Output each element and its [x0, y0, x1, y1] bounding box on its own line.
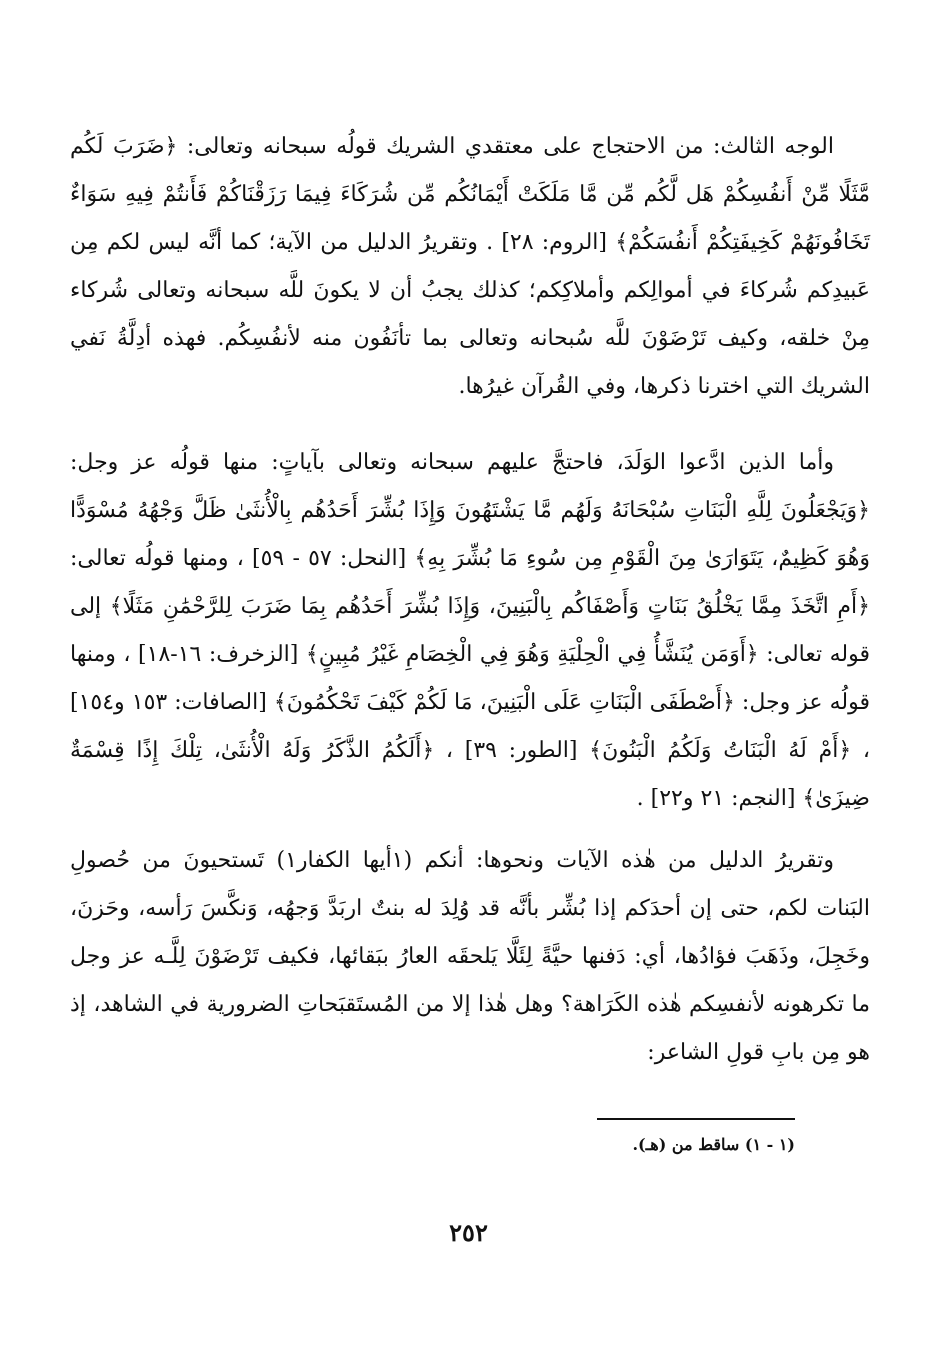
paragraph-1-text: الوجه الثالث: من الاحتجاج على معتقدي الشريك قولُه سبحانه وتعالى: ﴿ضَرَبَ لَكُم مَّثَلًا مِّنْ أَنفُسِكُمْ هَل لَّكُم مِّن مَّا مَلَكَتْ أَيْمَانُكُم مِّن شُرَكَاءَ فِيمَا رَزَقْنَاكُمْ فَأَنتُمْ فِيهِ سَوَاءٌ تَخَافُونَهُمْ كَخِيفَتِكُمْ أَنفُسَكُمْ﴾ [الروم: ٢٨] . وتقريرُ الدليل من الآية؛ كما أنَّه ليس لكم مِن عَبيدِكم شُركاءَ في أموالِكم وأملاكِكم؛ كذلك يجبُ أن لا يكونَ للَّه سبحانه وتعالى شُركاء مِنْ خلقه، وكيف تَرْضَوْنَ للَّه سُبحانه وتعالى بما تأنَفُون منه لأنفُسِكُم. فهذه أدِلَّةُ نَفي الشريك التي اخترنا ذكرها، وفي القُرآن غيرُها. — [70, 134, 870, 399]
page-number: ٢٥٢ — [449, 1218, 488, 1247]
paragraph-1 — [70, 123, 870, 411]
footnote: (١ - ١) ساقط من (هـ). — [632, 1135, 795, 1154]
paragraph-2 — [70, 439, 870, 823]
footnote-divider — [597, 1118, 795, 1120]
paragraph-3-text: وتقريرُ الدليل من هٰذه الآيات ونحوها: أنكم (١أيها الكفار١) تَستحيونَ من حُصولِ البَنات لكم، حتى إن أحدَكم إذا بُشِّر بأنَّه قد وُلِدَ له بنتٌ اربَدَّ وَجهُه، وَنكَّسَ رَأسه، وحَزنَ، وخَجِلَ، وذَهَبَ فؤادُها، أي: دَفنها حيَّةً لِئَلَّا يَلحقَه العارُ ببَقائها، فكيف تَرْضَوْنَ لِلَّـه عز وجل ما تكرهونه لأنفسِكم هٰذه الكَرَاهة؟ وهل هٰذا إلا من المُستَقبَحاتِ الضرورية في الشاهد، إذ هو مِن بابِ قولِ الشاعر: — [70, 848, 870, 1065]
paragraph-3 — [70, 837, 870, 1077]
paragraph-2-text: وأما الذين ادَّعوا الوَلَدَ، فاحتجَّ عليهم سبحانه وتعالى بآياتٍ: منها قولُه عز وجل: ﴿وَيَجْعَلُونَ لِلَّهِ الْبَنَاتِ سُبْحَانَهُ وَلَهُم مَّا يَشْتَهُونَ وَإِذَا بُشِّرَ أَحَدُهُم بِالْأُنثَىٰ ظَلَّ وَجْهُهُ مُسْوَدًّا وَهُوَ كَظِيمٌ، يَتَوَارَىٰ مِنَ الْقَوْمِ مِن سُوءِ مَا بُشِّرَ بِهِ﴾ [النحل: ٥٧ - ٥٩] ، ومنها قولُه تعالى: ﴿أَمِ اتَّخَذَ مِمَّا يَخْلُقُ بَنَاتٍ وَأَصْفَاكُم بِالْبَنِينَ، وَإِذَا بُشِّرَ أَحَدُهُم بِمَا ضَرَبَ لِلرَّحْمَٰنِ مَثَلًا﴾ إلى قوله تعالى: ﴿أَوَمَن يُنَشَّأُ فِي الْحِلْيَةِ وَهُوَ فِي الْخِصَامِ غَيْرُ مُبِينٍ﴾ [الزخرف: ١٦-١٨] ، ومنها قولُه عز وجل: ﴿أَصْطَفَى الْبَنَاتِ عَلَى الْبَنِينَ، مَا لَكُمْ كَيْفَ تَحْكُمُونَ﴾ [الصافات: ١٥٣ و١٥٤] ، ﴿أَمْ لَهُ الْبَنَاتُ وَلَكُمُ الْبَنُونَ﴾ [الطور: ٣٩] ، ﴿أَلَكُمُ الذَّكَرُ وَلَهُ الْأُنثَىٰ، تِلْكَ إِذًا قِسْمَةٌ ضِيزَىٰ﴾ [النجم: ٢١ و٢٢] . — [70, 450, 871, 811]
